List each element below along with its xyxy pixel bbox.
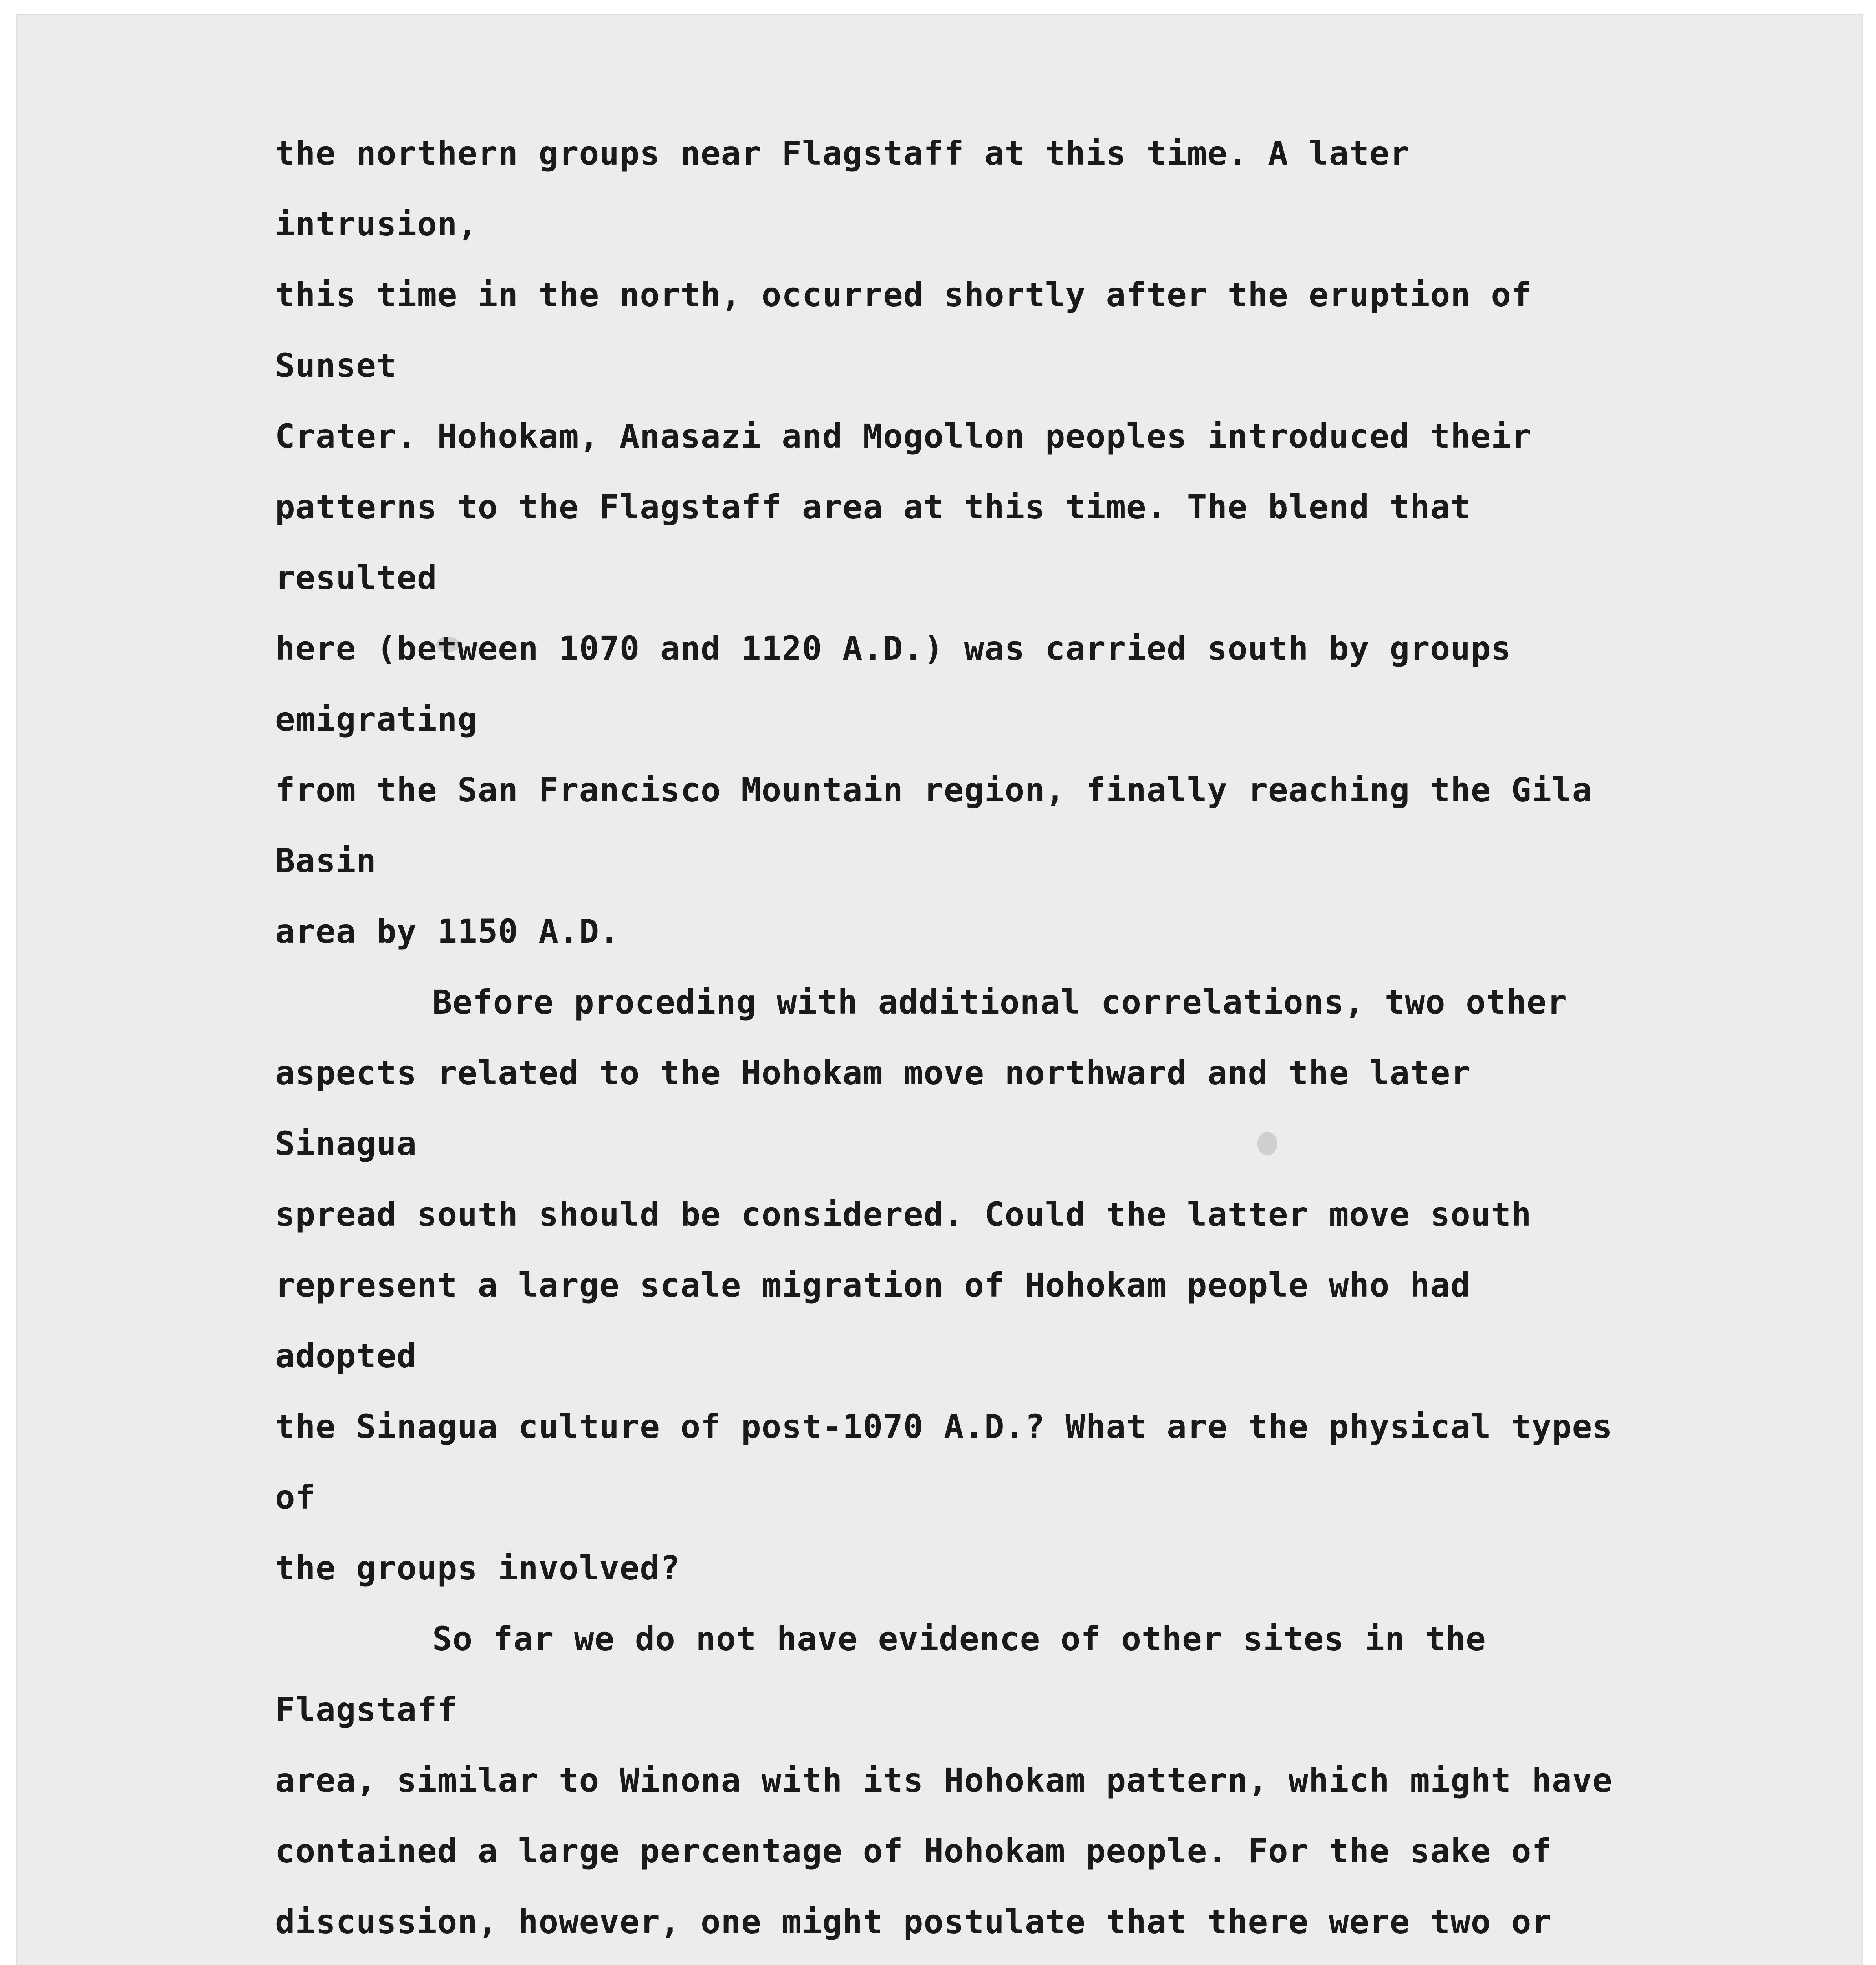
typed-body-text [275,118,1631,1965]
paragraph: the northern groups near Flagstaff at this time. A later intrusion, this time in the north, occurred shortly after the eruption of Sunset Crater. Hohokam, Anasazi and Mogollon peoples introduced their patterns to the Flagstaff area at this time. The blend that resulted here (between 1070 and 1120 A.D.) was carried south by groups emigrating from the San Francisco Mountain region, finally reaching the Gila Basin area by 1150 A.D. [275,134,1593,951]
paragraph: So far we do not have evidence of other sites in the Flagstaff area, similar to Winona with its Hohokam pattern, which might have contained a large percentage of Hohokam people. For the sake of discussion, however, one might postulate that there were two or [275,1620,1613,1941]
paragraph: Before proceding with additional correlations, two other aspects related to the Hohokam move northward and the later Sinagua spread south should be considered. Could the latter move south represent a large scale migration of Hohokam people who had adopted the Sinagua culture of post-1070 A.D.? What are the physical types of the groups involved? [275,983,1613,1587]
